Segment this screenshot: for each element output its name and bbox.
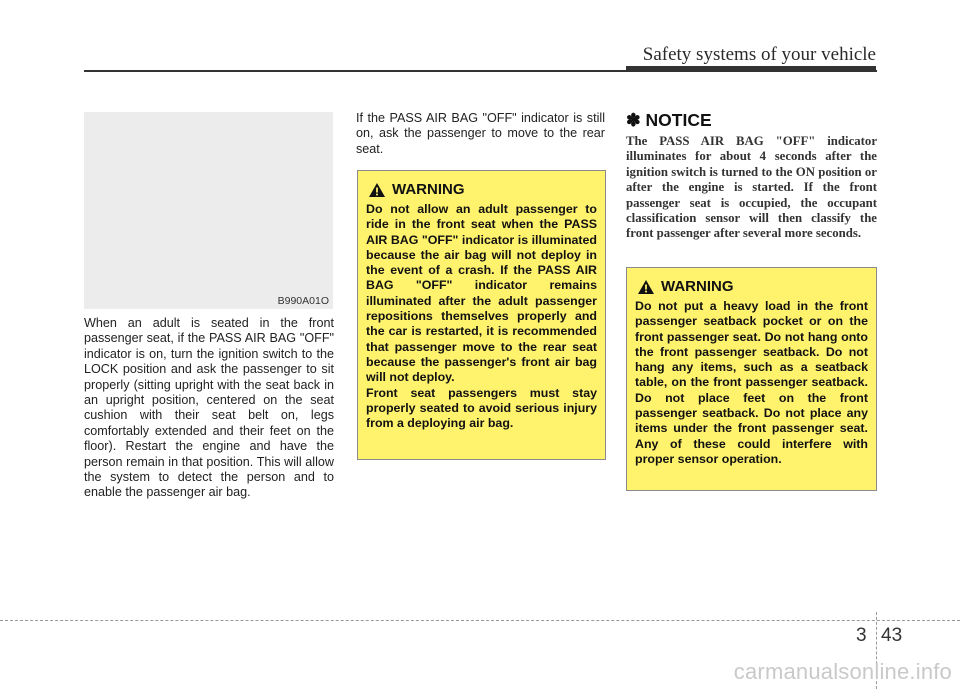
body-paragraph-move-rear: If the PASS AIR BAG "OFF" indicator is still on, ask the passenger to move to the rear seat. (356, 111, 605, 156)
page-number: 43 (881, 625, 903, 646)
notice-body: The PASS AIR BAG "OFF" indicator illuminates for about 4 seconds after the ignition switch is turned to the ON position or after the engine is started. If the front passenger seat is occupied, the occupant classification sensor will then classify the front passenger after several more seconds. (626, 134, 877, 241)
warning-body-seated: Front seat passengers must stay properly seated to avoid serious injury from a deploying air bag. (366, 385, 597, 431)
chapter-number: 3 (856, 625, 867, 646)
watermark: carmanualsonline.info (733, 659, 952, 684)
body-paragraph-adult-seated: When an adult is seated in the front passenger seat, if the PASS AIR BAG "OFF" indicator is on, turn the ignition switch to the LOCK position and ask the passenger to sit properly (sitting upright with the seat back in an upright position, centered on the seat cushion with their seat belt on, legs comfortably extended and their feet on the floor). Restart the engine and have the person remain in that position. This will allow the system to detect the person and to enable the passenger air bag. (84, 316, 334, 500)
section-title: Safety systems of your vehicle (642, 44, 876, 65)
warning-heading: WARNING (661, 278, 734, 295)
notice-title: ✽ NOTICE (626, 110, 712, 130)
warning-box-adult-passenger (357, 170, 606, 460)
warning-body: Do not put a heavy load in the front passenger seatback pocket or on the front passenger seat. Do not hang onto the front passenger seatback. Do not hang any items, such as a seatback table, on the front passenger seatback. Do not place feet on the front passenger seatback. Do not place any items under the front passenger seat. Any of these could interfere with proper sensor operation. (635, 299, 868, 466)
warning-heading: WARNING (392, 181, 465, 198)
warning-triangle-icon (637, 279, 655, 295)
figure-code: B990A01O (277, 295, 329, 307)
warning-body: Do not allow an adult passenger to ride in the front seat when the PASS AIR BAG "OFF" indicator is illuminated because the air bag will not deploy in the event of a crash. If the PASS AIR BAG "OFF" indicator remains illuminated after the adult passenger repositions themselves properly and the car is restarted, it is recommended that passenger move to the rear seat because the passenger's front air bag will not deploy. (366, 202, 597, 385)
warning-header (368, 181, 597, 198)
illustration-figure (84, 112, 333, 309)
header-rule-accent (626, 66, 876, 72)
footer-rule (0, 620, 960, 621)
warning-triangle-icon (368, 182, 386, 198)
warning-box-seatback-load (626, 267, 877, 491)
warning-header (637, 278, 868, 295)
